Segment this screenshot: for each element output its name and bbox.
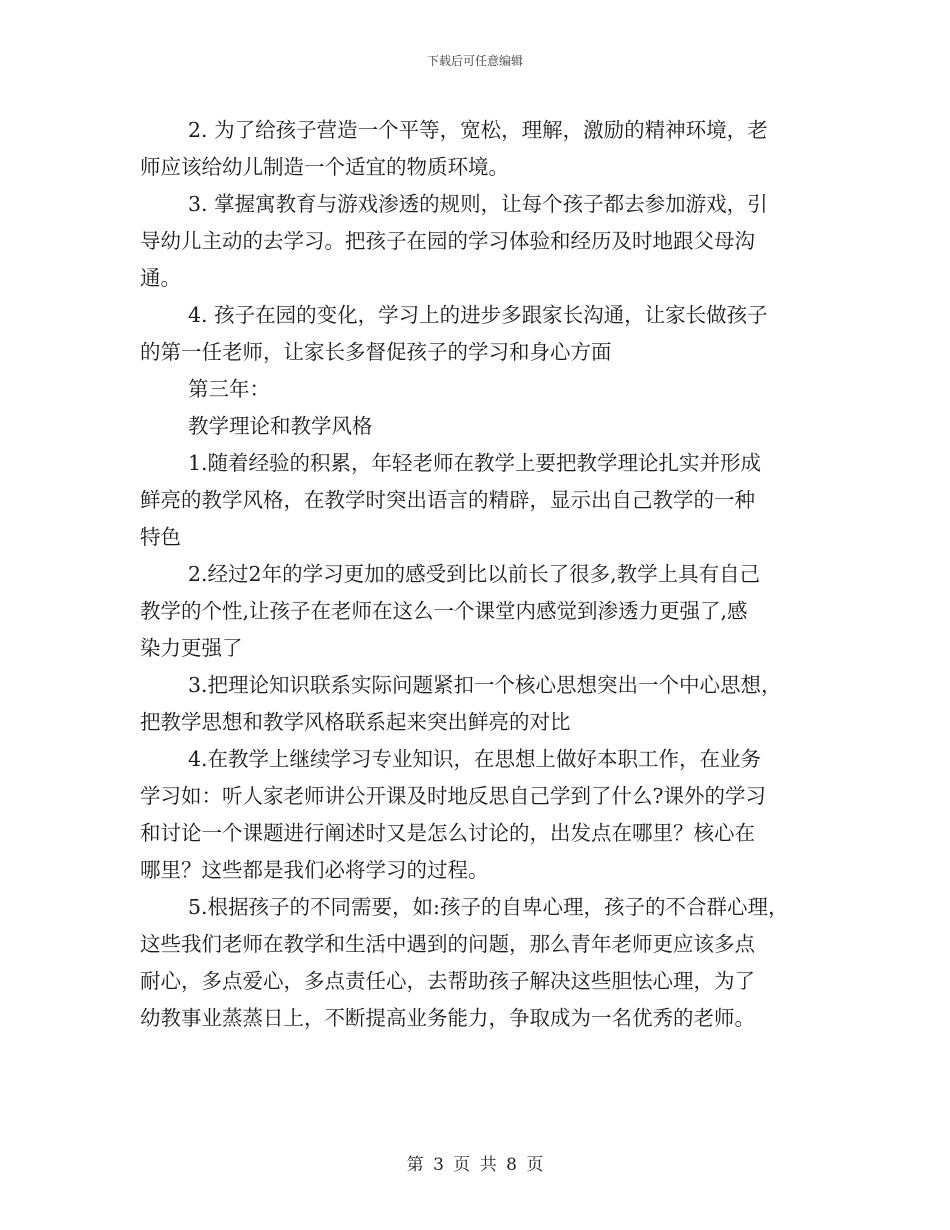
body-line: 师应该给幼儿制造一个适宜的物质环境。	[140, 155, 509, 179]
body-line: 通。	[140, 266, 181, 290]
body-line: 导幼儿主动的去学习。把孩子在园的学习体验和经历及时地跟父母沟	[140, 229, 755, 253]
body-line: 2. 为了给孩子营造一个平等，宽松，理解，激励的精神环境，老	[188, 118, 768, 142]
document-body	[140, 112, 820, 1037]
body-line: 哪里？这些都是我们必将学习的过程。	[140, 858, 489, 882]
body-line: 3. 掌握寓教育与游戏渗透的规则，让每个孩子都去参加游戏，引	[188, 192, 768, 216]
body-line: 鲜亮的教学风格，在教学时突出语言的精辟，显示出自己教学的一种	[140, 488, 755, 512]
body-line: 4.在教学上继续学习专业知识，在思想上做好本职工作，在业务	[188, 747, 762, 771]
body-line: 2.经过2年的学习更加的感受到比以前长了很多,教学上具有自己	[188, 562, 761, 586]
body-line: 把教学思想和教学风格联系起来突出鲜亮的对比	[140, 710, 571, 734]
page-header: 下载后可任意编辑	[426, 54, 523, 68]
page-number-footer: 第 3 页 共 8 页	[406, 1155, 544, 1175]
section-subheading: 教学理论和教学风格	[188, 414, 373, 438]
section-heading: 第三年：	[188, 377, 270, 401]
body-line: 教学的个性,让孩子在老师在这么一个课堂内感觉到渗透力更强了,感	[140, 599, 748, 623]
body-line: 3.把理论知识联系实际问题紧扣一个核心思想突出一个中心思想，	[188, 673, 782, 697]
body-line: 1.随着经验的积累，年轻老师在教学上要把教学理论扎实并形成	[188, 451, 762, 475]
body-line: 这些我们老师在教学和生活中遇到的问题，那么青年老师更应该多点	[140, 932, 755, 956]
body-line: 4. 孩子在园的变化，学习上的进步多跟家长沟通，让家长做孩子	[188, 303, 768, 327]
body-line: 耐心，多点爱心，多点责任心，去帮助孩子解决这些胆怯心理，为了	[140, 969, 755, 993]
body-line: 染力更强了	[140, 636, 243, 660]
body-line: 和讨论一个课题进行阐述时又是怎么讨论的，出发点在哪里？核心在	[140, 821, 755, 845]
body-line: 的第一任老师，让家长多督促孩子的学习和身心方面	[140, 340, 612, 364]
body-line: 特色	[140, 525, 181, 549]
body-line: 5.根据孩子的不同需要，如:孩子的自卑心理，孩子的不合群心理，	[188, 895, 789, 919]
body-line: 学习如：听人家老师讲公开课及时地反思自己学到了什么?课外的学习	[140, 784, 766, 808]
body-line: 幼教事业蒸蒸日上，不断提高业务能力，争取成为一名优秀的老师。	[140, 1006, 755, 1030]
